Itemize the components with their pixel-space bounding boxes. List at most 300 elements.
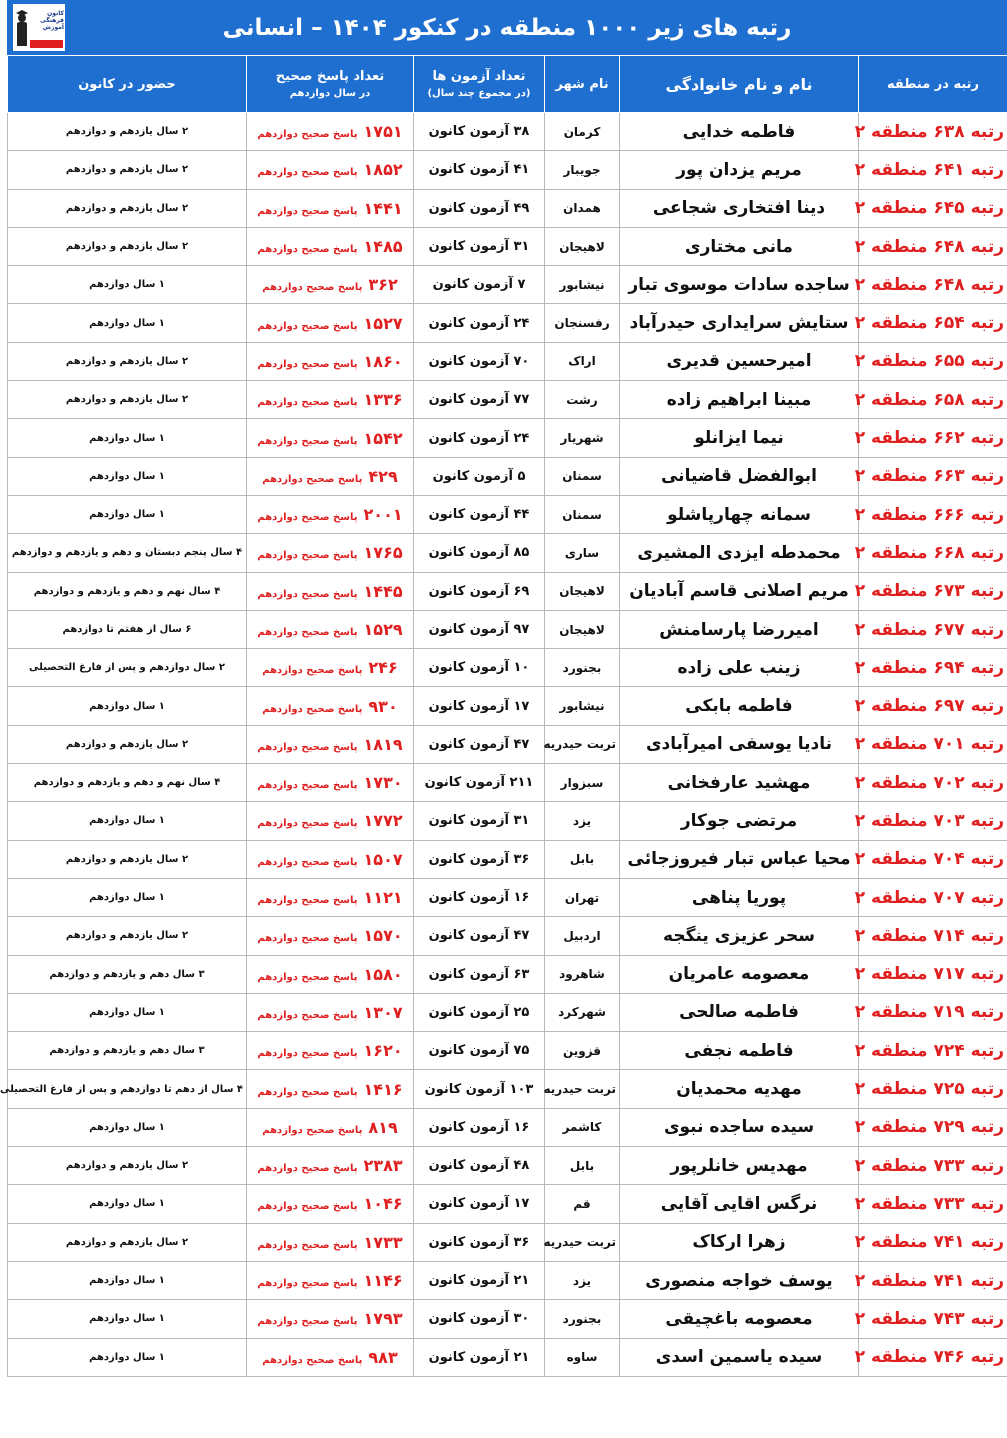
exams-cell: ۲۱۱ آزمون کانون [414, 764, 545, 802]
ranks-table [0, 55, 1007, 1377]
correct-label: پاسخ صحیح دوازدهم [257, 167, 358, 179]
name-cell: ساجده سادات موسوی تبار [620, 266, 859, 304]
correct-label: پاسخ صحیح دوازدهم [257, 1086, 358, 1098]
correct-count: ۱۴۸۵ [363, 237, 403, 257]
name-cell: سیده یاسمین اسدی [620, 1338, 859, 1376]
correct-count: ۱۷۷۲ [363, 811, 403, 831]
table-body [0, 113, 1007, 1377]
name-cell: سیده ساجده نبوی [620, 1108, 859, 1146]
correct-count: ۱۸۶۰ [363, 351, 403, 371]
exams-cell: ۳۶ آزمون کانون [414, 1223, 545, 1261]
city-cell: تربت حیدریه [545, 1223, 620, 1261]
name-cell: ستایش سرایداری حیدرآباد [620, 304, 859, 342]
presence-cell: ۱ سال دوازدهم [8, 687, 247, 725]
rank-cell: رتبه ۶۶۲ منطقه ۲ [859, 419, 1007, 457]
rank-cell: رتبه ۷۴۶ منطقه ۲ [859, 1338, 1007, 1376]
rank-cell: رتبه ۶۴۱ منطقه ۲ [859, 151, 1007, 189]
exams-cell: ۷۵ آزمون کانون [414, 1032, 545, 1070]
rank-cell: رتبه ۷۱۷ منطقه ۲ [859, 955, 1007, 993]
correct-cell [247, 495, 414, 533]
correct-cell [247, 266, 414, 304]
rank-cell: رتبه ۷۰۳ منطقه ۲ [859, 802, 1007, 840]
table-row [8, 151, 1007, 189]
table-row [8, 1147, 1007, 1185]
correct-label: پاسخ صحیح دوازدهم [257, 895, 358, 907]
exams-cell: ۴۷ آزمون کانون [414, 725, 545, 763]
exams-cell: ۹۷ آزمون کانون [414, 610, 545, 648]
table-row [8, 189, 1007, 227]
rank-cell: رتبه ۷۰۷ منطقه ۲ [859, 878, 1007, 916]
correct-label: پاسخ صحیح دوازدهم [257, 741, 358, 753]
table-row [8, 457, 1007, 495]
presence-cell: ۲ سال یازدهم و دوازدهم [8, 1147, 247, 1185]
city-cell: نیشابور [545, 266, 620, 304]
correct-count: ۱۴۴۱ [363, 198, 403, 218]
correct-count: ۸۱۹ [368, 1117, 398, 1137]
city-cell: بجنورد [545, 649, 620, 687]
exams-cell: ۲۱ آزمون کانون [414, 1261, 545, 1299]
correct-cell [247, 1070, 414, 1108]
rank-cell: رتبه ۷۴۱ منطقه ۲ [859, 1223, 1007, 1261]
correct-cell [247, 1147, 414, 1185]
correct-label: پاسخ صحیح دوازدهم [257, 397, 358, 409]
city-cell: کرمان [545, 113, 620, 151]
city-cell: ساوه [545, 1338, 620, 1376]
header-correct-label: تعداد پاسخ صحیح [275, 69, 385, 84]
name-cell: سحر عزیزی ینگجه [620, 917, 859, 955]
correct-label: پاسخ صحیح دوازدهم [257, 1278, 358, 1290]
name-cell: محیا عباس تبار فیروزجائی [620, 840, 859, 878]
city-cell: جویبار [545, 151, 620, 189]
city-cell: ساری [545, 534, 620, 572]
correct-count: ۱۳۳۶ [363, 390, 403, 410]
correct-cell [247, 457, 414, 495]
correct-count: ۲۴۶ [368, 658, 398, 678]
correct-count: ۱۰۴۶ [363, 1194, 403, 1214]
correct-cell [247, 1223, 414, 1261]
correct-count: ۱۵۰۷ [363, 849, 403, 869]
city-cell: شهریار [545, 419, 620, 457]
city-cell: نیشابور [545, 687, 620, 725]
correct-label: پاسخ صحیح دوازدهم [257, 588, 358, 600]
city-cell: بجنورد [545, 1300, 620, 1338]
correct-label: پاسخ صحیح دوازدهم [257, 1316, 358, 1328]
table-row [8, 113, 1007, 151]
correct-cell [247, 725, 414, 763]
correct-label: پاسخ صحیح دوازدهم [257, 933, 358, 945]
correct-cell [247, 113, 414, 151]
correct-label: پاسخ صحیح دوازدهم [262, 1354, 363, 1366]
table-row [8, 381, 1007, 419]
table-row [8, 1261, 1007, 1299]
exams-cell: ۵ آزمون کانون [414, 457, 545, 495]
table-row [8, 1108, 1007, 1146]
correct-count: ۳۶۲ [368, 275, 398, 295]
name-cell: معصومه عامریان [620, 955, 859, 993]
correct-count: ۱۷۳۰ [363, 773, 403, 793]
header-presence: حضور در کانون [8, 56, 247, 113]
name-cell: زینب علی زاده [620, 649, 859, 687]
exams-cell: ۱۷ آزمون کانون [414, 1185, 545, 1223]
rank-cell: رتبه ۷۳۳ منطقه ۲ [859, 1147, 1007, 1185]
rank-cell: رتبه ۶۷۷ منطقه ۲ [859, 610, 1007, 648]
correct-cell [247, 687, 414, 725]
correct-count: ۱۷۵۱ [363, 122, 403, 142]
name-cell: سمانه چهارپاشلو [620, 495, 859, 533]
correct-cell [247, 955, 414, 993]
header-rank: رتبه در منطقه [859, 56, 1007, 113]
name-cell: مرتضی جوکار [620, 802, 859, 840]
presence-cell: ۲ سال یازدهم و دوازدهم [8, 840, 247, 878]
header-city: نام شهر [545, 56, 620, 113]
correct-label: پاسخ صحیح دوازدهم [262, 703, 363, 715]
correct-count: ۱۸۵۲ [363, 160, 403, 180]
table-row [8, 1070, 1007, 1108]
presence-cell: ۱ سال دوازدهم [8, 1185, 247, 1223]
correct-count: ۱۱۴۶ [363, 1271, 403, 1291]
presence-cell: ۲ سال یازدهم و دوازدهم [8, 113, 247, 151]
city-cell: سمنان [545, 495, 620, 533]
name-cell: مهشید عارفخانی [620, 764, 859, 802]
presence-cell: ۲ سال دوازدهم و پس از فارغ التحصیلی [8, 649, 247, 687]
exams-cell: ۴۹ آزمون کانون [414, 189, 545, 227]
name-cell: امیررضا پارسامنش [620, 610, 859, 648]
city-cell: شهرکرد [545, 993, 620, 1031]
presence-cell: ۲ سال یازدهم و دوازدهم [8, 189, 247, 227]
exams-cell: ۲۵ آزمون کانون [414, 993, 545, 1031]
correct-count: ۱۵۸۰ [363, 964, 403, 984]
exams-cell: ۳۱ آزمون کانون [414, 227, 545, 265]
correct-label: پاسخ صحیح دوازدهم [257, 435, 358, 447]
name-cell: فاطمه بابکی [620, 687, 859, 725]
exams-cell: ۲۴ آزمون کانون [414, 304, 545, 342]
rank-cell: رتبه ۶۴۵ منطقه ۲ [859, 189, 1007, 227]
presence-cell: ۱ سال دوازدهم [8, 878, 247, 916]
rank-cell: رتبه ۷۱۹ منطقه ۲ [859, 993, 1007, 1031]
name-cell: نرگس اقایی آقایی [620, 1185, 859, 1223]
rank-cell: رتبه ۷۴۱ منطقه ۲ [859, 1261, 1007, 1299]
table-row [8, 649, 1007, 687]
exams-cell: ۱۶ آزمون کانون [414, 878, 545, 916]
correct-cell [247, 993, 414, 1031]
presence-cell: ۱ سال دوازدهم [8, 304, 247, 342]
correct-count: ۱۶۲۰ [363, 1041, 403, 1061]
name-cell: نیما ایزانلو [620, 419, 859, 457]
correct-label: پاسخ صحیح دوازدهم [257, 129, 358, 141]
name-cell: مهدیس خانلرپور [620, 1147, 859, 1185]
table-row [8, 266, 1007, 304]
name-cell: امیرحسین قدیری [620, 342, 859, 380]
correct-cell [247, 189, 414, 227]
correct-cell [247, 840, 414, 878]
rank-cell: رتبه ۷۲۹ منطقه ۲ [859, 1108, 1007, 1146]
table-row [8, 1032, 1007, 1070]
presence-cell: ۲ سال یازدهم و دوازدهم [8, 342, 247, 380]
table-row [8, 610, 1007, 648]
presence-cell: ۴ سال نهم و دهم و یازدهم و دوازدهم [8, 572, 247, 610]
correct-label: پاسخ صحیح دوازدهم [257, 780, 358, 792]
exams-cell: ۲۴ آزمون کانون [414, 419, 545, 457]
logo-text: کانون فرهنگی آموزش [40, 10, 64, 31]
presence-cell: ۲ سال یازدهم و دوازدهم [8, 227, 247, 265]
table-row [8, 304, 1007, 342]
table-row [8, 955, 1007, 993]
name-cell: دینا افتخاری شجاعی [620, 189, 859, 227]
table-row [8, 725, 1007, 763]
correct-count: ۱۷۶۵ [363, 543, 403, 563]
correct-count: ۱۵۲۹ [363, 620, 403, 639]
header-correct [247, 56, 414, 113]
correct-cell [247, 342, 414, 380]
table-row [8, 1338, 1007, 1376]
rank-cell: رتبه ۶۴۸ منطقه ۲ [859, 266, 1007, 304]
correct-count: ۱۸۱۹ [363, 734, 403, 754]
table-row [8, 419, 1007, 457]
correct-cell [247, 649, 414, 687]
rank-cell: رتبه ۷۲۵ منطقه ۲ [859, 1070, 1007, 1108]
correct-label: پاسخ صحیح دوازدهم [257, 1048, 358, 1060]
exams-cell: ۷۰ آزمون کانون [414, 342, 545, 380]
presence-cell: ۱ سال دوازدهم [8, 1261, 247, 1299]
table-row [8, 802, 1007, 840]
exams-cell: ۳۶ آزمون کانون [414, 840, 545, 878]
exams-cell: ۶۹ آزمون کانون [414, 572, 545, 610]
correct-count: ۱۷۹۳ [363, 1309, 403, 1329]
table-row [8, 840, 1007, 878]
correct-count: ۱۴۱۶ [363, 1079, 403, 1099]
table-row [8, 993, 1007, 1031]
correct-label: پاسخ صحیح دوازدهم [262, 665, 363, 677]
correct-label: پاسخ صحیح دوازدهم [257, 512, 358, 524]
correct-cell [247, 381, 414, 419]
city-cell: لاهیجان [545, 610, 620, 648]
city-cell: رشت [545, 381, 620, 419]
city-cell: اراک [545, 342, 620, 380]
presence-cell: ۱ سال دوازدهم [8, 1338, 247, 1376]
table-row [8, 1185, 1007, 1223]
rank-cell: رتبه ۷۰۲ منطقه ۲ [859, 764, 1007, 802]
exams-cell: ۷ آزمون کانون [414, 266, 545, 304]
name-cell: فاطمه نجفی [620, 1032, 859, 1070]
correct-label: پاسخ صحیح دوازدهم [257, 1009, 358, 1021]
header-exams-label: تعداد آزمون ها [432, 69, 526, 84]
rank-cell: رتبه ۶۶۳ منطقه ۲ [859, 457, 1007, 495]
rank-cell: رتبه ۶۵۸ منطقه ۲ [859, 381, 1007, 419]
page-title: رتبه های زیر ۱۰۰۰ منطقه در کنکور ۱۴۰۴ – انسانی [222, 14, 792, 41]
correct-count: ۱۵۷۰ [363, 926, 403, 946]
exams-cell: ۱۰۳ آزمون کانون [414, 1070, 545, 1108]
exams-cell: ۷۷ آزمون کانون [414, 381, 545, 419]
header-exams-sub: (در مجموع چند سال) [427, 88, 531, 99]
correct-cell [247, 917, 414, 955]
rank-cell: رتبه ۶۵۵ منطقه ۲ [859, 342, 1007, 380]
correct-cell [247, 151, 414, 189]
header-correct-sub: در سال دوازدهم [289, 88, 371, 99]
city-cell: بابل [545, 1147, 620, 1185]
name-cell: مریم اصلانی قاسم آبادیان [620, 572, 859, 610]
table-row [8, 342, 1007, 380]
name-cell: نادیا یوسفی امیرآبادی [620, 725, 859, 763]
rank-cell: رتبه ۷۲۴ منطقه ۲ [859, 1032, 1007, 1070]
rank-cell: رتبه ۶۵۴ منطقه ۲ [859, 304, 1007, 342]
correct-cell [247, 1185, 414, 1223]
correct-count: ۱۷۳۳ [363, 1232, 403, 1252]
exams-cell: ۳۸ آزمون کانون [414, 113, 545, 151]
name-cell: مهدیه محمدیان [620, 1070, 859, 1108]
table-row [8, 572, 1007, 610]
presence-cell: ۱ سال دوازدهم [8, 457, 247, 495]
rank-cell: رتبه ۷۴۳ منطقه ۲ [859, 1300, 1007, 1338]
correct-label: پاسخ صحیح دوازدهم [257, 205, 358, 217]
correct-label: پاسخ صحیح دوازدهم [257, 1201, 358, 1213]
correct-count: ۱۳۰۷ [363, 1002, 403, 1022]
correct-label: پاسخ صحیح دوازدهم [257, 818, 358, 830]
city-cell: بابل [545, 840, 620, 878]
correct-count: ۹۳۰ [368, 696, 398, 716]
correct-label: پاسخ صحیح دوازدهم [257, 1239, 358, 1251]
city-cell: اردبیل [545, 917, 620, 955]
presence-cell: ۲ سال یازدهم و دوازدهم [8, 725, 247, 763]
rank-cell: رتبه ۶۳۸ منطقه ۲ [859, 113, 1007, 151]
correct-label: پاسخ صحیح دوازدهم [257, 971, 358, 983]
correct-cell [247, 1261, 414, 1299]
presence-cell: ۲ سال یازدهم و دوازدهم [8, 917, 247, 955]
correct-cell [247, 1108, 414, 1146]
correct-label: پاسخ صحیح دوازدهم [257, 358, 358, 370]
city-cell: کاشمر [545, 1108, 620, 1146]
presence-cell: ۱ سال دوازدهم [8, 993, 247, 1031]
table-row [8, 227, 1007, 265]
city-cell: تهران [545, 878, 620, 916]
correct-label: پاسخ صحیح دوازدهم [257, 320, 358, 332]
name-cell: زهرا ارکاک [620, 1223, 859, 1261]
rank-cell: رتبه ۷۰۴ منطقه ۲ [859, 840, 1007, 878]
city-cell: رفسنجان [545, 304, 620, 342]
correct-cell [247, 878, 414, 916]
correct-count: ۱۴۴۵ [363, 581, 403, 601]
presence-cell: ۱ سال دوازدهم [8, 419, 247, 457]
correct-cell [247, 227, 414, 265]
correct-cell [247, 304, 414, 342]
rank-cell: رتبه ۶۹۷ منطقه ۲ [859, 687, 1007, 725]
presence-cell: ۲ سال یازدهم و دوازدهم [8, 381, 247, 419]
city-cell: یزد [545, 1261, 620, 1299]
exams-cell: ۴۷ آزمون کانون [414, 917, 545, 955]
table-row [8, 917, 1007, 955]
kanoon-logo-icon [13, 4, 65, 51]
name-cell: ابوالفضل قاضیانی [620, 457, 859, 495]
correct-label: پاسخ صحیح دوازدهم [262, 473, 363, 485]
correct-count: ۱۱۲۱ [363, 888, 403, 908]
city-cell: لاهیجان [545, 227, 620, 265]
correct-label: پاسخ صحیح دوازدهم [257, 244, 358, 256]
presence-cell: ۶ سال از هفتم تا دوازدهم [8, 610, 247, 648]
rank-cell: رتبه ۷۳۳ منطقه ۲ [859, 1185, 1007, 1223]
table-row [8, 687, 1007, 725]
city-cell: تربت حیدریه [545, 1070, 620, 1108]
city-cell: سمنان [545, 457, 620, 495]
correct-label: پاسخ صحیح دوازدهم [257, 1163, 358, 1175]
correct-count: ۹۸۳ [368, 1347, 398, 1367]
city-cell: شاهرود [545, 955, 620, 993]
city-cell: تربت حیدریه [545, 725, 620, 763]
presence-cell: ۳ سال دهم و یازدهم و دوازدهم [8, 1032, 247, 1070]
presence-cell: ۱ سال دوازدهم [8, 1108, 247, 1146]
exams-cell: ۱۰ آزمون کانون [414, 649, 545, 687]
name-cell: مانی مختاری [620, 227, 859, 265]
exams-cell: ۴۱ آزمون کانون [414, 151, 545, 189]
header-name: نام و نام خانوادگی [620, 56, 859, 113]
city-cell: قم [545, 1185, 620, 1223]
correct-cell [247, 1300, 414, 1338]
correct-cell [247, 1338, 414, 1376]
table-row [8, 495, 1007, 533]
exams-cell: ۲۱ آزمون کانون [414, 1338, 545, 1376]
city-cell: لاهیجان [545, 572, 620, 610]
table-row [8, 1300, 1007, 1338]
rank-cell: رتبه ۶۶۸ منطقه ۲ [859, 534, 1007, 572]
correct-count: ۲۰۰۱ [363, 505, 403, 525]
presence-cell: ۴ سال نهم و دهم و یازدهم و دوازدهم [8, 764, 247, 802]
name-cell: پوریا پناهی [620, 878, 859, 916]
rank-cell: رتبه ۷۱۴ منطقه ۲ [859, 917, 1007, 955]
presence-cell: ۲ سال یازدهم و دوازدهم [8, 151, 247, 189]
name-cell: یوسف خواجه منصوری [620, 1261, 859, 1299]
table-row [8, 878, 1007, 916]
city-cell: همدان [545, 189, 620, 227]
exams-cell: ۱۶ آزمون کانون [414, 1108, 545, 1146]
exams-cell: ۶۳ آزمون کانون [414, 955, 545, 993]
name-cell: معصومه باغچیقی [620, 1300, 859, 1338]
name-cell: مریم یزدان پور [620, 151, 859, 189]
exams-cell: ۳۱ آزمون کانون [414, 802, 545, 840]
correct-cell [247, 419, 414, 457]
correct-label: پاسخ صحیح دوازدهم [257, 627, 358, 638]
table-row [8, 1223, 1007, 1261]
presence-cell: ۱ سال دوازدهم [8, 266, 247, 304]
correct-count: ۴۲۹ [368, 466, 398, 486]
name-cell: مبینا ابراهیم زاده [620, 381, 859, 419]
rank-cell: رتبه ۶۹۴ منطقه ۲ [859, 649, 1007, 687]
presence-cell: ۲ سال یازدهم و دوازدهم [8, 1223, 247, 1261]
presence-cell: ۴ سال پنجم دبستان و دهم و یازدهم و دوازدهم [8, 534, 247, 572]
rank-cell: رتبه ۶۷۳ منطقه ۲ [859, 572, 1007, 610]
correct-cell [247, 534, 414, 572]
rank-cell: رتبه ۶۶۶ منطقه ۲ [859, 495, 1007, 533]
city-cell: قزوین [545, 1032, 620, 1070]
correct-label: پاسخ صحیح دوازدهم [257, 550, 358, 562]
correct-cell [247, 572, 414, 610]
rank-cell: رتبه ۶۴۸ منطقه ۲ [859, 227, 1007, 265]
correct-cell [247, 764, 414, 802]
header-exams [414, 56, 545, 113]
presence-cell: ۱ سال دوازدهم [8, 495, 247, 533]
correct-count: ۲۳۸۳ [363, 1156, 403, 1176]
table-row [8, 534, 1007, 572]
exams-cell: ۳۰ آزمون کانون [414, 1300, 545, 1338]
correct-count: ۱۵۴۲ [363, 428, 403, 448]
correct-cell [247, 1032, 414, 1070]
presence-cell: ۱ سال دوازدهم [8, 802, 247, 840]
correct-label: پاسخ صحیح دوازدهم [257, 856, 358, 868]
exams-cell: ۴۸ آزمون کانون [414, 1147, 545, 1185]
exams-cell: ۱۷ آزمون کانون [414, 687, 545, 725]
name-cell: فاطمه خدایی [620, 113, 859, 151]
name-cell: فاطمه صالحی [620, 993, 859, 1031]
city-cell: یزد [545, 802, 620, 840]
presence-cell: ۴ سال از دهم تا دوازدهم و پس از فارغ التحصیلی [8, 1070, 247, 1108]
correct-cell [247, 610, 414, 648]
